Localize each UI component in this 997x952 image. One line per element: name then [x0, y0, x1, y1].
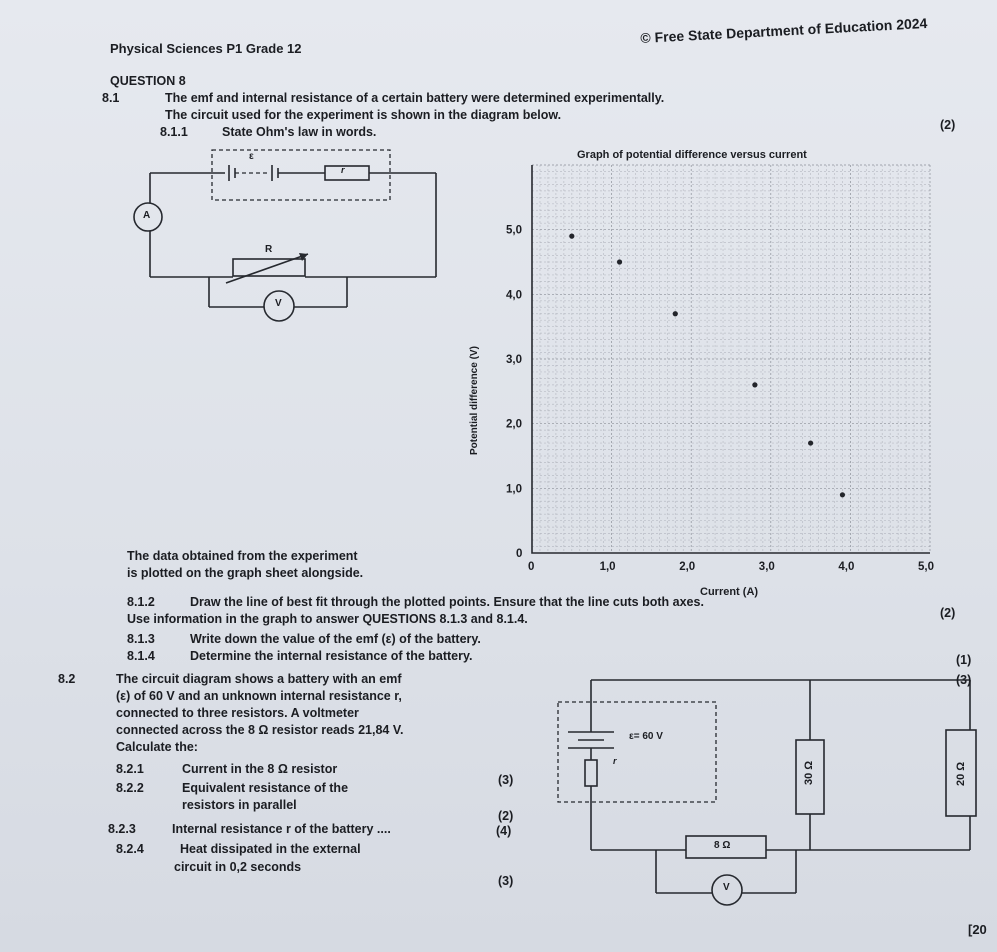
- emf-label: ε: [249, 151, 254, 162]
- q813-text: Write down the value of the emf (ε) of the battery.: [190, 632, 481, 646]
- q811-text: State Ohm's law in words.: [222, 125, 377, 139]
- y-tick-label: 2,0: [506, 418, 522, 431]
- q82-number: 8.2: [58, 672, 76, 686]
- rheostat-label: R: [265, 244, 273, 255]
- q813-number: 8.1.3: [127, 632, 155, 646]
- q814-number: 8.1.4: [127, 649, 155, 663]
- q822-text2: resistors in parallel: [182, 798, 297, 812]
- x-tick-label: 5,0: [918, 561, 934, 573]
- internal-resistance-label: r: [341, 165, 345, 175]
- q82-line2: (ε) of 60 V and an unknown internal resistance r,: [116, 689, 402, 703]
- data-line1: The data obtained from the experiment: [127, 549, 358, 563]
- use-info-line: Use information in the graph to answer QUESTIONS 8.1.3 and 8.1.4.: [127, 612, 528, 626]
- q81-line2: The circuit used for the experiment is shown in the diagram below.: [165, 108, 562, 122]
- x-tick-label: 4,0: [838, 561, 855, 573]
- ammeter-label: A: [143, 210, 151, 221]
- q823-text: Internal resistance r of the battery ....: [172, 822, 391, 836]
- internal-resistance2-box: [585, 760, 597, 786]
- q813-marks: (1): [956, 653, 972, 667]
- data-line2: is plotted on the graph sheet alongside.: [127, 566, 364, 580]
- q82-line5: Calculate the:: [116, 740, 198, 754]
- q821-marks: (3): [498, 773, 514, 787]
- q811-marks: (2): [940, 118, 956, 132]
- total-marks: [20: [968, 922, 987, 937]
- y-tick-label: 5,0: [506, 224, 522, 237]
- q823-marks: (4): [496, 824, 512, 838]
- circuit-2: [558, 680, 976, 905]
- header-subject: Physical Sciences P1 Grade 12: [110, 41, 302, 56]
- r20-label: 20 Ω: [955, 761, 967, 786]
- x-tick-label: 2,0: [679, 561, 696, 573]
- q82-line3: connected to three resistors. A voltmeter: [116, 706, 359, 720]
- q812-number: 8.1.2: [127, 595, 155, 609]
- circuit-1: [134, 150, 436, 321]
- q824-marks: (3): [498, 874, 514, 888]
- r30-label: 30 Ω: [803, 760, 815, 785]
- q81-number: 8.1: [102, 91, 120, 105]
- x-tick-label: 0: [528, 561, 535, 573]
- q822-marks: (2): [498, 809, 514, 823]
- q821-text: Current in the 8 Ω resistor: [182, 762, 338, 776]
- voltmeter-label: V: [275, 298, 282, 309]
- x-tick-label: 1,0: [599, 561, 616, 573]
- q824-text1: Heat dissipated in the external: [180, 842, 361, 856]
- q822-number: 8.2.2: [116, 781, 144, 795]
- battery-dashed-box: [212, 150, 390, 200]
- data-point: [808, 440, 813, 445]
- data-point: [752, 382, 757, 387]
- y-tick-label: 1,0: [506, 483, 522, 496]
- q821-number: 8.2.1: [116, 762, 144, 776]
- q824-text2: circuit in 0,2 seconds: [174, 860, 302, 874]
- internal-resistance-box: [325, 166, 369, 180]
- graph-title: Graph of potential difference versus current: [577, 149, 807, 161]
- data-point: [673, 311, 678, 316]
- q81-line1: The emf and internal resistance of a certain battery were determined experimentally.: [165, 91, 665, 105]
- battery2-dashed-box: [558, 702, 716, 802]
- q82-line4: connected across the 8 Ω resistor reads 21,84 V.: [116, 723, 404, 737]
- y-tick-label: 4,0: [506, 289, 522, 302]
- r8-label: 8 Ω: [714, 840, 731, 851]
- y-tick-label: 0: [516, 548, 523, 560]
- question-title: QUESTION 8: [110, 74, 186, 88]
- q823-number: 8.2.3: [108, 822, 136, 836]
- q82-line1: The circuit diagram shows a battery with an emf: [116, 672, 402, 686]
- graph-xlabel: Current (A): [700, 586, 759, 598]
- q811-number: 8.1.1: [160, 125, 188, 139]
- voltmeter2-label: V: [723, 882, 730, 893]
- q812-marks: (2): [940, 606, 956, 620]
- internal-resistance2-label: r: [613, 756, 617, 766]
- pd-current-graph: [506, 165, 934, 573]
- q812-text: Draw the line of best fit through the plotted points. Ensure that the line cuts both axes.: [190, 595, 704, 609]
- q814-marks: (3): [956, 673, 972, 687]
- header-copyright: © Free State Department of Education 2024: [640, 14, 928, 46]
- q814-text: Determine the internal resistance of the battery.: [190, 649, 473, 663]
- emf2-label: ε= 60 V: [629, 731, 663, 742]
- data-point: [840, 492, 845, 497]
- y-tick-label: 3,0: [506, 354, 522, 366]
- x-tick-label: 3,0: [758, 561, 775, 573]
- data-point: [569, 234, 574, 239]
- q824-number: 8.2.4: [116, 842, 144, 856]
- q822-text1: Equivalent resistance of the: [182, 781, 349, 795]
- data-point: [617, 259, 622, 264]
- graph-ylabel: Potential difference (V): [469, 346, 480, 455]
